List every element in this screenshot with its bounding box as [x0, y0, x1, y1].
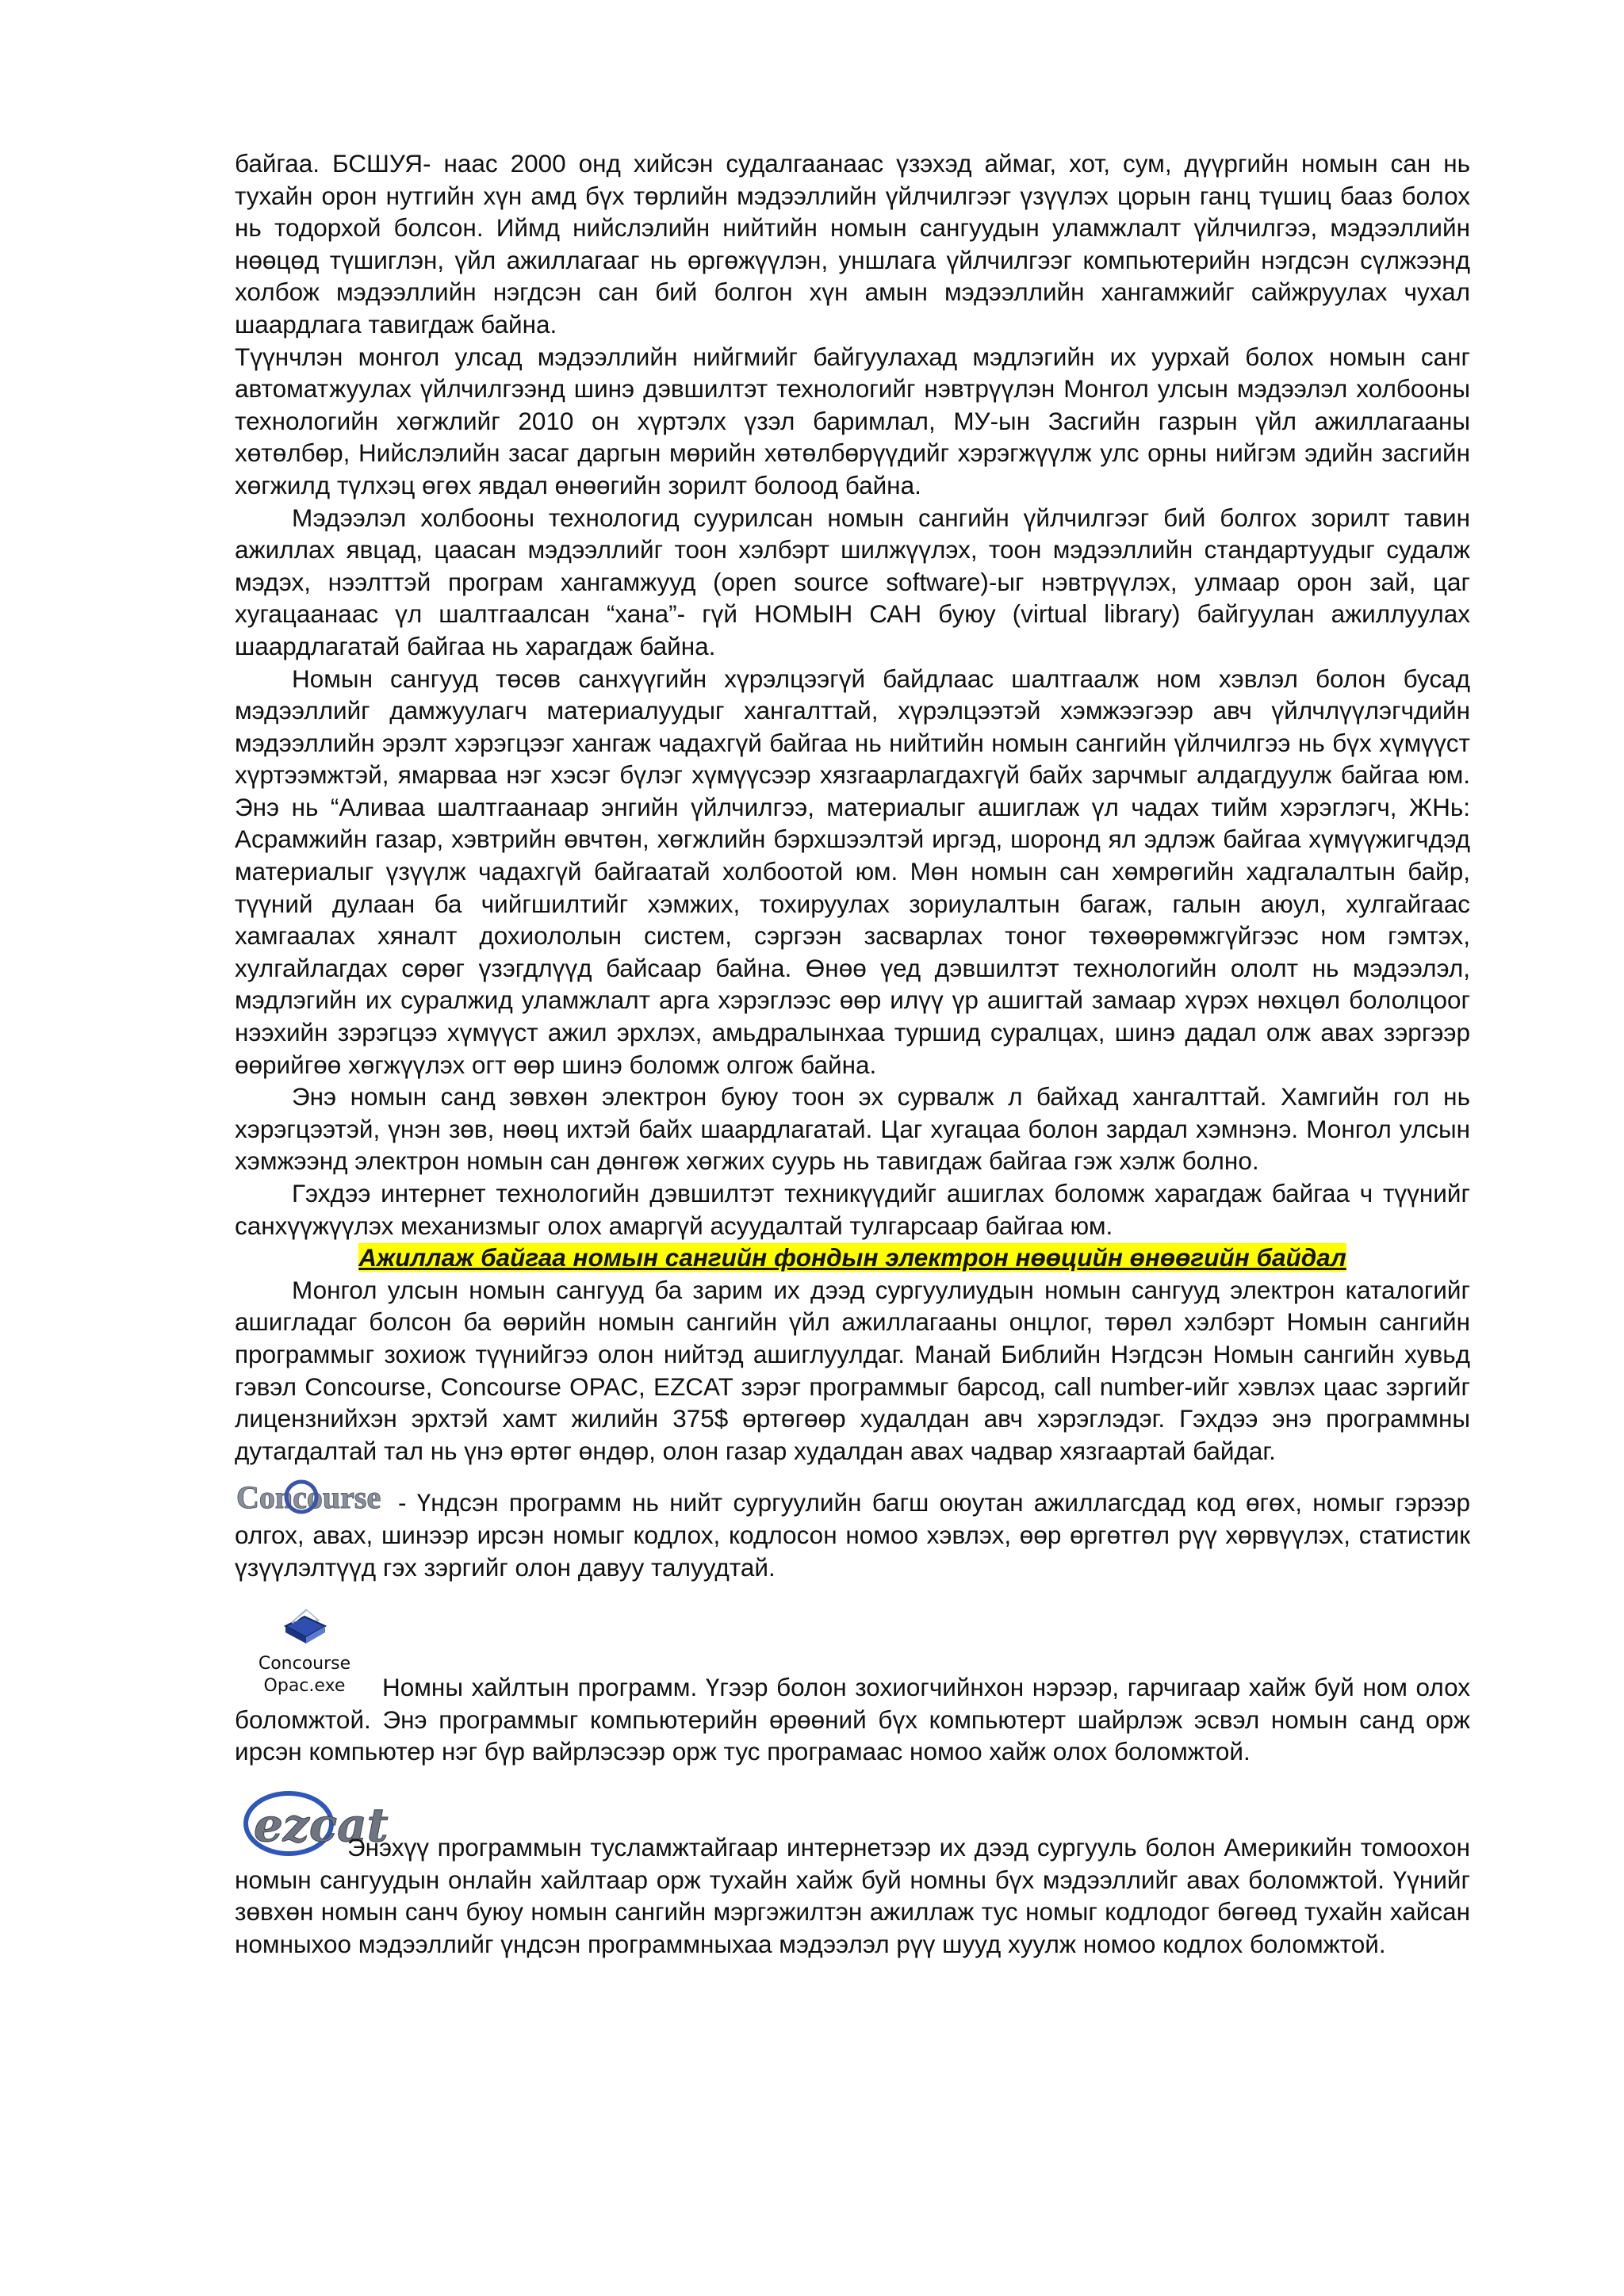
paragraph-5: Энэ номын санд зөвхөн электрон буюу тоон эх сурвалж л байхад хангалттай. Хамгийн гол нь хэрэгцээтэй, үнэн зөв, нөөц ихтэй байх шаардлагатай. Цаг хугацаа болон зардал хэмнэнэ. Монгол улсын хэмжээнд электрон номын сан дөнгөж хөгжих суурь нь тавигдаж байгаа гэж хэлж болно.: [235, 1082, 1470, 1176]
paragraph-7: Монгол улсын номын сангууд ба зарим их дээд сургуулиудын номын сангууд электрон каталогийг ашигладаг болсон ба өөрийн номын сангийн үйл ажиллагааны онцлог, төрөл хэлбэрт Номын сангийн программыг зохиож түүнийгээ олон нийтэд ашиглуулдаг. Манай Библийн Нэгдсэн Номын сангийн хувьд гэвэл Concourse, Concourse OPAC, EZCAT зэрэг программыг барсод, call number-ийг хэвлэх цаас зэргийг лицензнийхэн эрхтэй хамт жилийн 375$ өртөгөөр худалдан авч хэрэглэдэг. Гэхдээ энэ программны дутагдалтай тал нь үнэ өртөг өндөр, олон газар худалдан авах чадвар хязгаартай байдаг.: [235, 1275, 1470, 1465]
paragraph-2: Түүнчлэн монгол улсад мэдээллийн нийгмийг байгуулахад мэдлэгийн их уурхай болох номын санг автоматжуулах үйлчилгээнд шинэ дэвшилтэт технологийг нэвтрүүлэн Монгол улсын мэдээлэл холбооны технологийн хөгжлийг 2010 он хүртэлх үзэл баримлал, МУ-ын Засгийн газрын үйл ажиллагааны хөтөлбөр, Нийслэлийн засаг даргын мөрийн хөтөлбөрүүдийг хэрэгжүүлж улс орны нийгэм эдийн засгийн хөгжилд түлхэц өгөх явдал өнөөгийн зорилт болоод байна.: [235, 342, 1470, 499]
ezcat-logo-text: ezcat: [254, 1797, 389, 1852]
paragraph-6: Гэхдээ интернет технологийн дэвшилтэт техникүүдийг ашиглах боломж харагдаж байгаа ч түүнийг санхүүжүүлэх механизмыг олох амаргүй асуудалтай тулгарсаар байгаа юм.: [235, 1179, 1470, 1240]
paragraph-4: Номын сангууд төсөв санхүүгийн хүрэлцээгүй байдлаас шалтгаалж ном хэвлэл болон бусад мэдээллийг дамжуулагч материалуудыг хангалттай, хүрэлцээтэй хэмжээгээр авч үйлчлүүлэгчдийн мэдээллийн эрэлт хэрэгцээг хангаж чадахгүй байгаа нь нийтийн номын сангийн үйлчилгээ нь бүх хүмүүст хүртээмжтэй, ямарваа нэг хэсэг бүлэг хүмүүсээр хязгаарлагдахгүй байх зарчмыг алдагдуулж байгаа юм. Энэ нь “Аливаа шалтгаанаар энгийн үйлчилгээ, материалыг ашиглаж үл чадах тийм хэрэглэгч, ЖНь: Асрамжийн газар, хэвтрийн өвчтөн, хөгжлийн бэрхшээлтэй иргэд, шоронд ял эдлэж байгаа хүмүүжигчдэд материалыг үзүүлж чадахгүй байгаатай холбоотой юм. Мөн номын сан хөмрөгийн хадгалалтын байр, түүний дулаан ба чийгшилтийг хэмжих, тохируулах зориулалтын багаж, галын аюул, хулгайгаас хамгаалах хяналт дохиололын систем, сэргээн засварлах тоног төхөөрөмжгүйгээс ном гэмтэх, хулгайлагдах сөрөг үзэгдлүүд байсаар байна. Өнөө үед дэвшилтэт технологийн ололт нь мэдээлэл, мэдлэгийн их суралжид уламжлалт арга хэрэглээс өөр илүү үр ашигтай замаар хүрэх нөхцөл бололцоог нээхийн зэрэгцээ хүмүүст ажил эрхлэх, амьдралынхаа туршид суралцах, шинэ дадал олж авах зэргээр өөрийгөө хөгжүүлэх огт өөр шинэ боломж олгож байна.: [235, 664, 1470, 1079]
document-page: [235, 147, 1470, 1960]
book-icon: [281, 1602, 328, 1647]
paragraph-1: байгаа. БСШУЯ- наас 2000 онд хийсэн судалгаанаас үзэхэд аймаг, хот, сум, дүүргийн номын сан нь тухайн орон нутгийн хүн амд бүх төрлийн мэдээллийн үйлчилгээг үзүүлэх цорын ганц түшиц бааз болох нь тодорхой болсон. Иймд нийслэлийн нийтийн номын сангуудын уламжлалт үйлчилгээ, мэдээллийн нөөцөд түшиглэн, үйл ажиллагааг нь өргөжүүлэн, уншлага үйлчилгээг компьютерийн нэгдсэн сүлжээнд холбож мэдээллийн нэгдсэн сан бий болгон хүн амын мэдээллийн хангамжийг сайжруулах чухал шаардлага тавигдаж байна.: [235, 149, 1470, 339]
paragraph-10: [235, 1831, 1470, 1960]
paragraph-concourse: [235, 1478, 1470, 1583]
concourse-logo-text: Concourse: [236, 1479, 381, 1516]
section-heading-text: Ажиллаж байгаа номын сангийн фондын электрон нөөцийн өнөөгийн байдал: [358, 1243, 1346, 1272]
opac-shortcut[interactable]: [241, 1602, 368, 1697]
paragraph-9: Номны хайлтын программ. Үгээр болон зохиогчийнхон нэрээр, гарчигаар хайж буй ном олох боломжтой. Энэ программыг компьютерийн өрөөний бүх компьютерт шайрлэж эсвэл номын санд орж ирсэн компьютер нэг бүр вайрлэсээр орж тус програмаас номоо хайж олох боломжтой.: [235, 1673, 1470, 1766]
paragraph-3: Мэдээлэл холбооны технологид суурилсан номын сангийн үйлчилгээг бий болгох зорилт тавин ажиллах явцад, цаасан мэдээллийг тоон хэлбэрт шилжүүлэх, тоон мэдээллийн стандартуудыг судалж мэдэх, нээлттэй програм хангамжууд (open source software)-ыг нэвтрүүлэх, улмаар орон зай, цаг хугацаанаас үл шалтгаалсан “хана”- гүй НОМЫН САН буюу (virtual library) байгуулан ажиллуулах шаардлагатай байгаа нь харагдаж байна.: [235, 503, 1470, 660]
concourse-logo: [235, 1478, 392, 1516]
opac-label-line-2: Opac.exe: [263, 1676, 346, 1697]
paragraph-8: - Үндсэн программ нь нийт сургуулийн багш оюутан ажиллагсдад код өгөх, номыг гэрээр олгох, авах, шинээр ирсэн номыг кодлох, кодлосон номоо хэвлэх, өөр өргөтгөл рүү хөрвүүлэх, статистик үзүүлэлтүүд гэх зэргийг олон давуу талуудтай.: [235, 1488, 1470, 1582]
opac-label-line-1: Concourse: [258, 1654, 351, 1674]
paragraph-10-lead: Энэхүү программын тусламжтайгаар интернетээр их дээд сургууль болон Америкийн: [347, 1832, 1353, 1862]
paragraph-10-rest: томоохон номын сангуудын онлайн хайлтаар орж тухайн хайж буй номны бүх мэдээллийг авах боломжтой. Үүнийг зөвхөн номын санч буюу номын сангийн мэргэжилтэн ажиллаж тус номыг кодлодог бөгөөд тухайн хайсан номныхоо мэдээллийг үндсэн программныхаа мэдээлэл рүү шууд хуулж номоо кодлох боломжтой.: [235, 1832, 1470, 1958]
section-heading: [235, 1242, 1470, 1274]
